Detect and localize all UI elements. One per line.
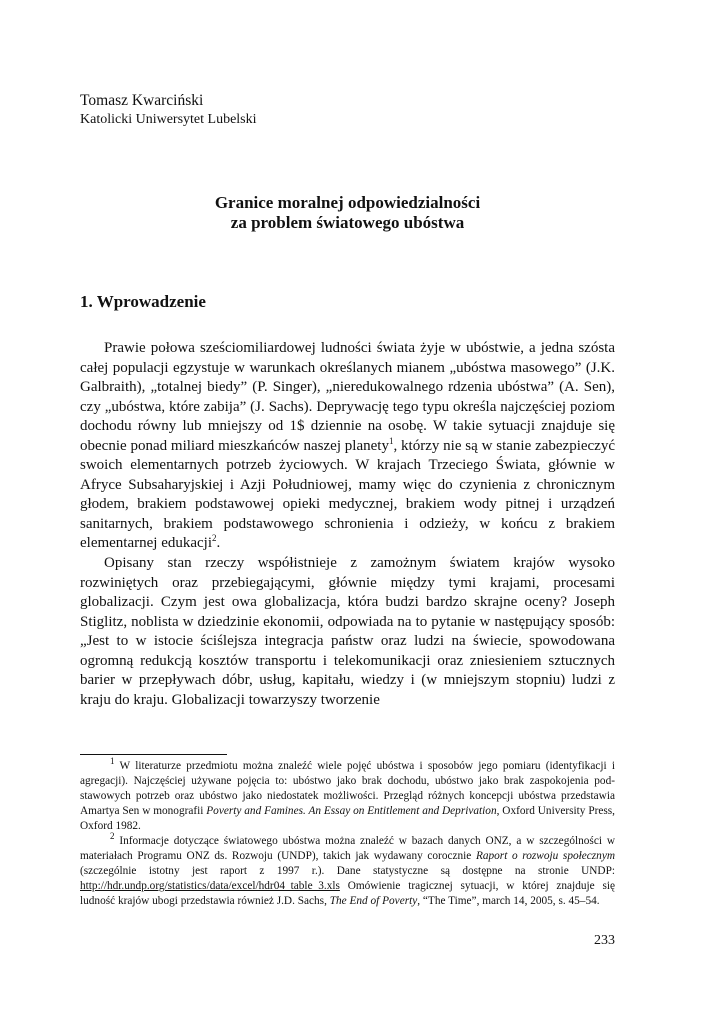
article-title-line-2: za problem światowego ubóstwa [230, 213, 465, 232]
author-affiliation: Katolicki Uniwersytet Lubelski [80, 112, 257, 127]
footnote-1-text: W literaturze przedmiotu można znaleźć wiele pojęć ubóstwa i sposobów jego pomiaru (identyfikacji i agregacji). Najczęściej używane pojęcia to: ubóstwo jako brak dochodu, ubóstwo jako brak zaspokojenia podstawowych potrzeb oraz ubóstwo jako niedostatek możliwości. Przegląd różnych koncepcji ubóstwa przedstawia Amartya Sen w monografii [80, 760, 615, 817]
footnote-1-tail: , Oxford University Press, Oxford 1982. [80, 805, 615, 832]
author-name: Tomasz Kwarciński [80, 92, 204, 109]
footnote-2-text-2: (szczególnie istotny jest raport z 1997 r.). Dane statystyczne są dostępne na stronie UNDP: [80, 865, 615, 877]
footnotes [80, 756, 615, 909]
paragraph-1-part-c: . [216, 535, 221, 552]
footnote-ref-2[interactable]: 2 [212, 533, 217, 544]
footnote-1 [80, 756, 615, 834]
paragraph-1-part-b: , którzy nie są w stanie zabezpieczyć swoich elementarnych potrzeb życiowych. W krajach Trzeciego Świata, głównie w Afryce Subsaharyjskiej i Azji Południowej, mamy więc do czynienia z chronicznym głodem, brakiem podstawowej opieki medycznej, brakiem wody pitnej i urządzeń sanitarnych, brakiem podstawowego schronienia i odzieży, w końcu z brakiem elementarnej edukacji [80, 437, 616, 552]
footnote-ref-1[interactable]: 1 [388, 435, 394, 446]
footnote-1-marker: 1 [110, 756, 115, 767]
footnote-2-text-3: Omówienie tragicznej sytuacji, w której znajduje się ludność krajów ubogi przedstawia również J.D. Sachs, [80, 880, 615, 907]
paragraph-1 [80, 339, 615, 554]
paragraph-1-part-a: Prawie połowa sześciomiliardowej ludności świata żyje w ubóstwie, a jedna szósta całej populacji egzystuje w warunkach określanych mianem „ubóstwa masowego” (J.K. Galbraith), „totalnej biedy” (P. Singer), „nieredukowalnego rdzenia ubóstwa” (A. Sen), czy „ubóstwa, które zabija” (J. Sachs). Deprywację tego typu określa najczęściej poziom dochodu równy lub mniejszy od 1$ dziennie na osobę. W takie sytuacji znajduje się obecnie ponad miliard mieszkańców naszej planety [80, 340, 615, 454]
footnote-2-link[interactable]: http://hdr.undp.org/statistics/data/excel/hdr04_table_3.xls [80, 880, 340, 892]
footnote-separator [80, 754, 227, 755]
footnote-2 [80, 831, 615, 909]
paragraph-2: Opisany stan rzeczy współistnieje z zamożnym światem krajów wysoko rozwiniętych oraz przebiegającymi, głównie między tymi krajami, procesami globalizacji. Czym jest owa globalizacja, która budzi bardzo skrajne oceny? Joseph Stiglitz, noblista w dziedzinie ekonomii, odpowiada na to pytanie w następujący sposób: „Jest to w istocie ściślejsza integracja państw oraz ludzi na świecie, spowodowana ogromną redukcją kosztów transportu i telekomunikacji oraz zniesieniem sztucznych barier w przepływach dóbr, usług, kapitału, wiedzy i (w mniejszym stopniu) ludzi z kraju do kraju. Globalizacji towarzyszy tworzenie [80, 555, 615, 708]
footnote-2-report-title: Raport o rozwoju społecznym [475, 850, 615, 862]
article-title [80, 193, 615, 233]
footnote-1-book-title: Poverty and Famines. An Essay on Entitlement and Deprivation [206, 805, 497, 817]
footnote-2-text: Informacje dotyczące światowego ubóstwa można znaleźć w bazach danych ONZ, a w szczególności w materiałach Programu ONZ ds. Rozwoju (UNDP), takich jak wydawany corocznie [80, 835, 615, 862]
article-title-line-1: Granice moralnej odpowiedzialności [214, 193, 481, 212]
page-number: 233 [594, 933, 615, 948]
body-text [80, 339, 615, 710]
section-heading: 1. Wprowadzenie [80, 292, 206, 311]
footnote-2-marker: 2 [110, 831, 115, 842]
footnote-2-book-title: The End of Poverty [329, 895, 418, 907]
footnote-2-tail: , “The Time”, march 14, 2005, s. 45–54. [417, 895, 600, 907]
